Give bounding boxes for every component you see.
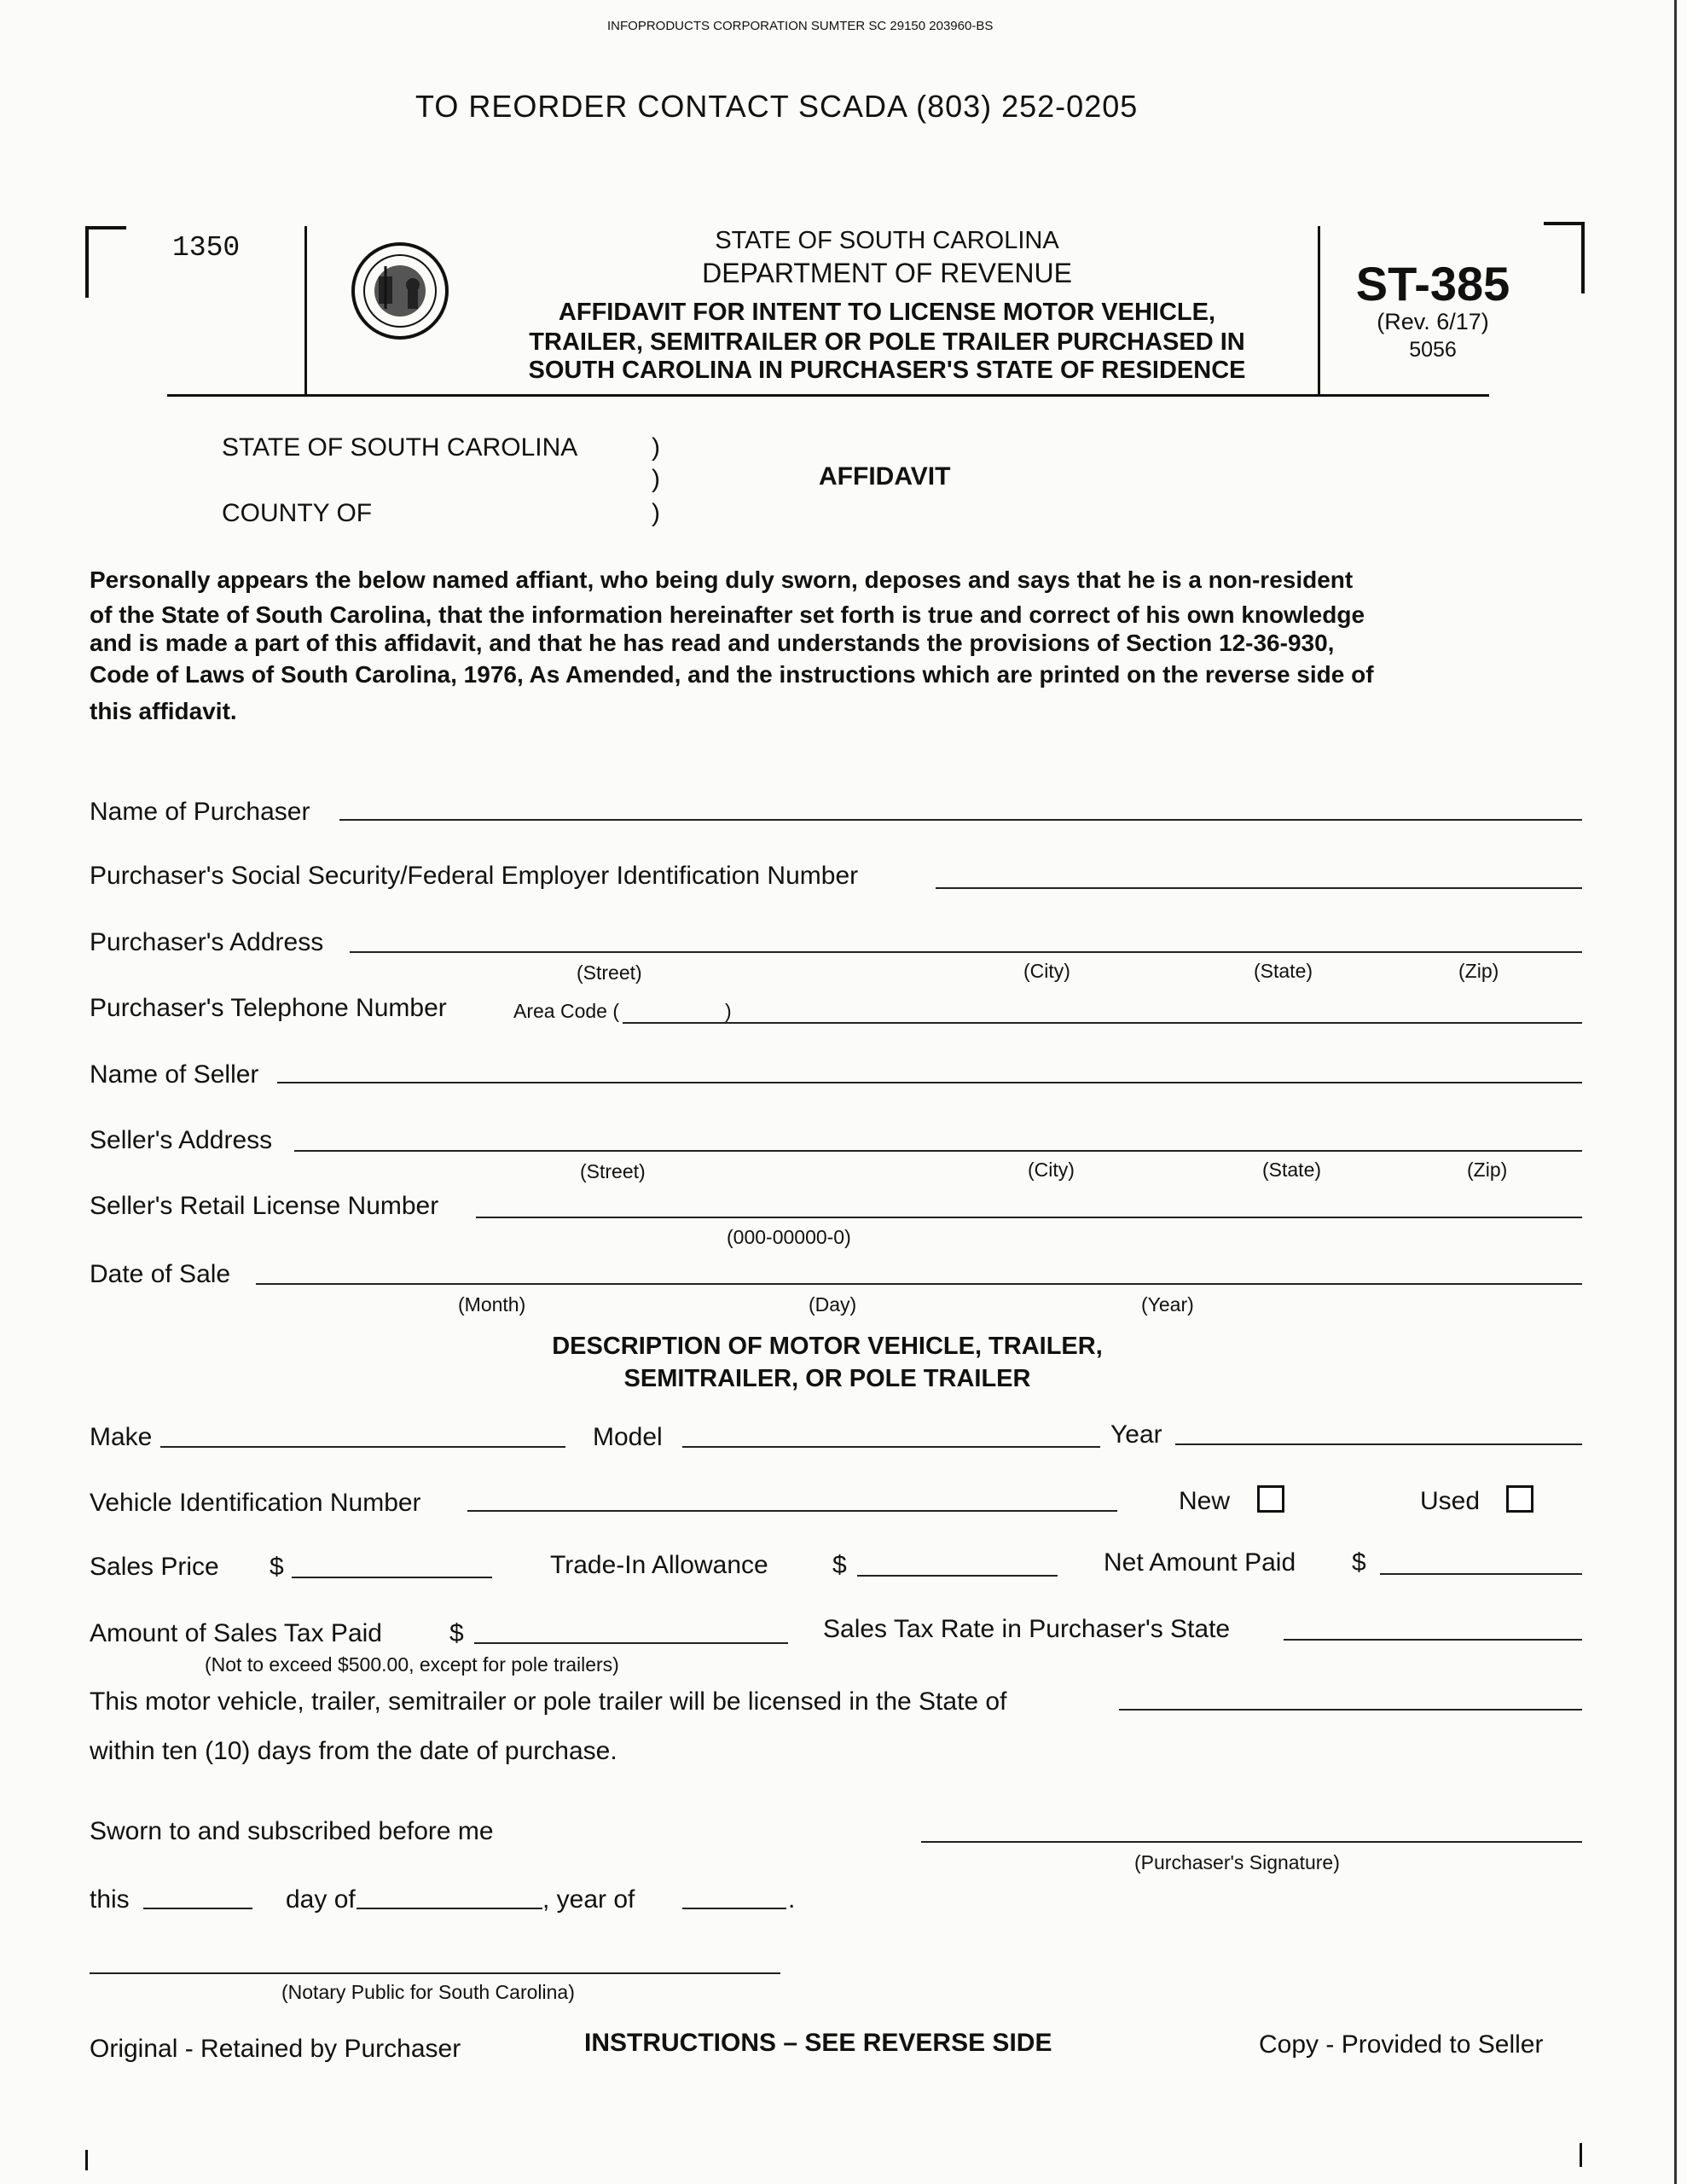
purchaser-address-input[interactable]: [350, 951, 1582, 953]
form-number: ST-385: [1355, 257, 1510, 311]
seller-name-label: Name of Seller: [90, 1060, 259, 1089]
venue-paren-3: ): [652, 499, 660, 527]
state-seal-icon: [350, 241, 450, 341]
intro-line-3: and is made a part of this affidavit, and that he has read and understands the provisions of Section 12-36-930,: [90, 630, 1335, 656]
notary-year-input[interactable]: [682, 1908, 786, 1909]
day-number-input[interactable]: [143, 1908, 252, 1909]
trade-in-input[interactable]: [857, 1575, 1058, 1577]
make-label: Make: [90, 1423, 153, 1451]
make-input[interactable]: [160, 1446, 565, 1448]
seller-address-label: Seller's Address: [90, 1126, 273, 1154]
title-line-1: AFFIDAVIT FOR INTENT TO LICENSE MOTOR VEHICLE,: [558, 299, 1216, 326]
seller-license-label: Seller's Retail License Number: [90, 1192, 439, 1220]
purchaser-name-input[interactable]: [339, 819, 1582, 821]
form-id: 5056: [1409, 338, 1457, 362]
sales-price-label: Sales Price: [90, 1553, 219, 1581]
this-label: this: [90, 1885, 130, 1914]
seller-city-caption: (City): [1028, 1159, 1075, 1181]
purchaser-phone-label: Purchaser's Telephone Number: [90, 994, 447, 1022]
header-divider-right: [1318, 226, 1320, 397]
purchaser-ssn-label: Purchaser's Social Security/Federal Employer Identification Number: [90, 862, 859, 890]
title-line-2: TRAILER, SEMITRAILER OR POLE TRAILER PURCHASED IN: [529, 328, 1245, 356]
notary-caption: (Notary Public for South Carolina): [281, 1981, 575, 2003]
area-code-caption: Area Code (: [513, 1000, 620, 1022]
sales-price-dollar: $: [270, 1553, 284, 1581]
tax-rate-label: Sales Tax Rate in Purchaser's State: [823, 1615, 1231, 1643]
intro-line-2: of the State of South Carolina, that the information hereinafter set forth is true and correct of his own knowledge: [90, 601, 1365, 628]
vin-input[interactable]: [467, 1510, 1117, 1512]
area-code-close: ): [725, 1000, 732, 1022]
seller-license-input[interactable]: [476, 1217, 1582, 1218]
tax-paid-dollar: $: [449, 1619, 464, 1647]
purchaser-city-caption: (City): [1023, 960, 1070, 982]
license-statement-line-1: This motor vehicle, trailer, semitrailer or pole trailer will be licensed in the State of: [90, 1687, 1007, 1716]
corner-mark-right: [1544, 222, 1585, 293]
seller-state-caption: (State): [1262, 1159, 1322, 1181]
used-checkbox[interactable]: [1506, 1485, 1533, 1513]
sworn-label: Sworn to and subscribed before me: [90, 1817, 494, 1845]
bottom-tick-right: [1580, 2143, 1582, 2167]
date-of-sale-label: Date of Sale: [90, 1260, 231, 1288]
model-label: Model: [593, 1423, 663, 1451]
printer-line: INFOPRODUCTS CORPORATION SUMTER SC 29150 203960-BS: [607, 19, 994, 33]
seller-street-caption: (Street): [580, 1160, 646, 1182]
venue-county: COUNTY OF: [222, 499, 373, 527]
purchaser-signature-caption: (Purchaser's Signature): [1134, 1851, 1340, 1873]
vin-label: Vehicle Identification Number: [90, 1489, 421, 1517]
title-line-3: SOUTH CAROLINA IN PURCHASER'S STATE OF RESIDENCE: [528, 357, 1246, 384]
vehicle-section-title-1: DESCRIPTION OF MOTOR VEHICLE, TRAILER,: [552, 1333, 1103, 1360]
affidavit-heading: AFFIDAVIT: [819, 462, 951, 491]
license-statement-line-2: within ten (10) days from the date of purchase.: [90, 1737, 617, 1765]
trade-in-label: Trade-In Allowance: [550, 1551, 768, 1579]
purchaser-signature-input[interactable]: [921, 1841, 1582, 1843]
purchaser-phone-input[interactable]: [623, 1022, 1582, 1024]
purchaser-zip-caption: (Zip): [1458, 960, 1499, 982]
year-label: Year: [1110, 1420, 1162, 1449]
year-caption: (Year): [1141, 1293, 1194, 1316]
model-input[interactable]: [682, 1446, 1100, 1448]
header-state: STATE OF SOUTH CAROLINA: [715, 227, 1059, 254]
signature-period: .: [788, 1885, 796, 1914]
reorder-line: TO REORDER CONTACT SCADA (803) 252-0205: [415, 89, 1139, 124]
intro-line-4: Code of Laws of South Carolina, 1976, As Amended, and the instructions which are printed on the reverse side of: [90, 661, 1374, 688]
licensing-state-input[interactable]: [1119, 1709, 1582, 1711]
header-rule: [167, 394, 1489, 397]
form-revision: (Rev. 6/17): [1377, 309, 1489, 334]
seller-name-input[interactable]: [277, 1082, 1582, 1083]
month-caption: (Month): [458, 1293, 526, 1316]
vehicle-section-title-2: SEMITRAILER, OR POLE TRAILER: [623, 1365, 1031, 1392]
intro-line-5: this affidavit.: [90, 698, 237, 724]
footer-copy: Copy - Provided to Seller: [1259, 2030, 1544, 2059]
year-of-label: , year of: [542, 1885, 635, 1914]
net-amount-dollar: $: [1352, 1548, 1366, 1577]
day-of-label: day of: [286, 1885, 356, 1914]
new-label: New: [1179, 1487, 1231, 1515]
tax-rate-input[interactable]: [1284, 1639, 1582, 1641]
sales-price-input[interactable]: [292, 1577, 492, 1578]
header-department: DEPARTMENT OF REVENUE: [702, 258, 1072, 288]
venue-state: STATE OF SOUTH CAROLINA: [222, 433, 578, 462]
corner-mark-left: [85, 226, 126, 298]
tax-paid-input[interactable]: [474, 1642, 788, 1644]
license-format-caption: (000-00000-0): [727, 1226, 851, 1248]
form-code: 1350: [172, 232, 241, 264]
venue-paren-1: ): [652, 433, 660, 462]
purchaser-ssn-input[interactable]: [936, 887, 1582, 889]
venue-paren-2: ): [652, 465, 660, 493]
page-edge: [1674, 0, 1677, 2184]
used-label: Used: [1420, 1487, 1481, 1515]
footer-original: Original - Retained by Purchaser: [90, 2035, 461, 2063]
purchaser-address-label: Purchaser's Address: [90, 928, 324, 956]
purchaser-street-caption: (Street): [577, 961, 642, 984]
bottom-tick-left: [85, 2150, 88, 2170]
new-checkbox[interactable]: [1257, 1485, 1284, 1513]
footer-instructions: INSTRUCTIONS – SEE REVERSE SIDE: [584, 2029, 1052, 2057]
header-divider-left: [304, 226, 307, 397]
seller-zip-caption: (Zip): [1467, 1159, 1508, 1181]
year-input[interactable]: [1175, 1443, 1582, 1445]
tax-paid-note: (Not to exceed $500.00, except for pole trailers): [205, 1653, 619, 1676]
net-amount-input[interactable]: [1380, 1573, 1582, 1575]
date-of-sale-input[interactable]: [256, 1283, 1582, 1285]
month-name-input[interactable]: [357, 1908, 542, 1909]
intro-line-1: Personally appears the below named affiant, who being duly sworn, deposes and says that he is a non-resident: [90, 566, 1354, 593]
trade-in-dollar: $: [832, 1551, 847, 1579]
day-caption: (Day): [809, 1293, 857, 1316]
purchaser-state-caption: (State): [1254, 960, 1313, 982]
tax-paid-label: Amount of Sales Tax Paid: [90, 1619, 382, 1647]
purchaser-name-label: Name of Purchaser: [90, 798, 310, 826]
notary-signature-input[interactable]: [90, 1972, 780, 1974]
net-amount-label: Net Amount Paid: [1104, 1548, 1296, 1577]
seller-address-input[interactable]: [294, 1150, 1582, 1152]
